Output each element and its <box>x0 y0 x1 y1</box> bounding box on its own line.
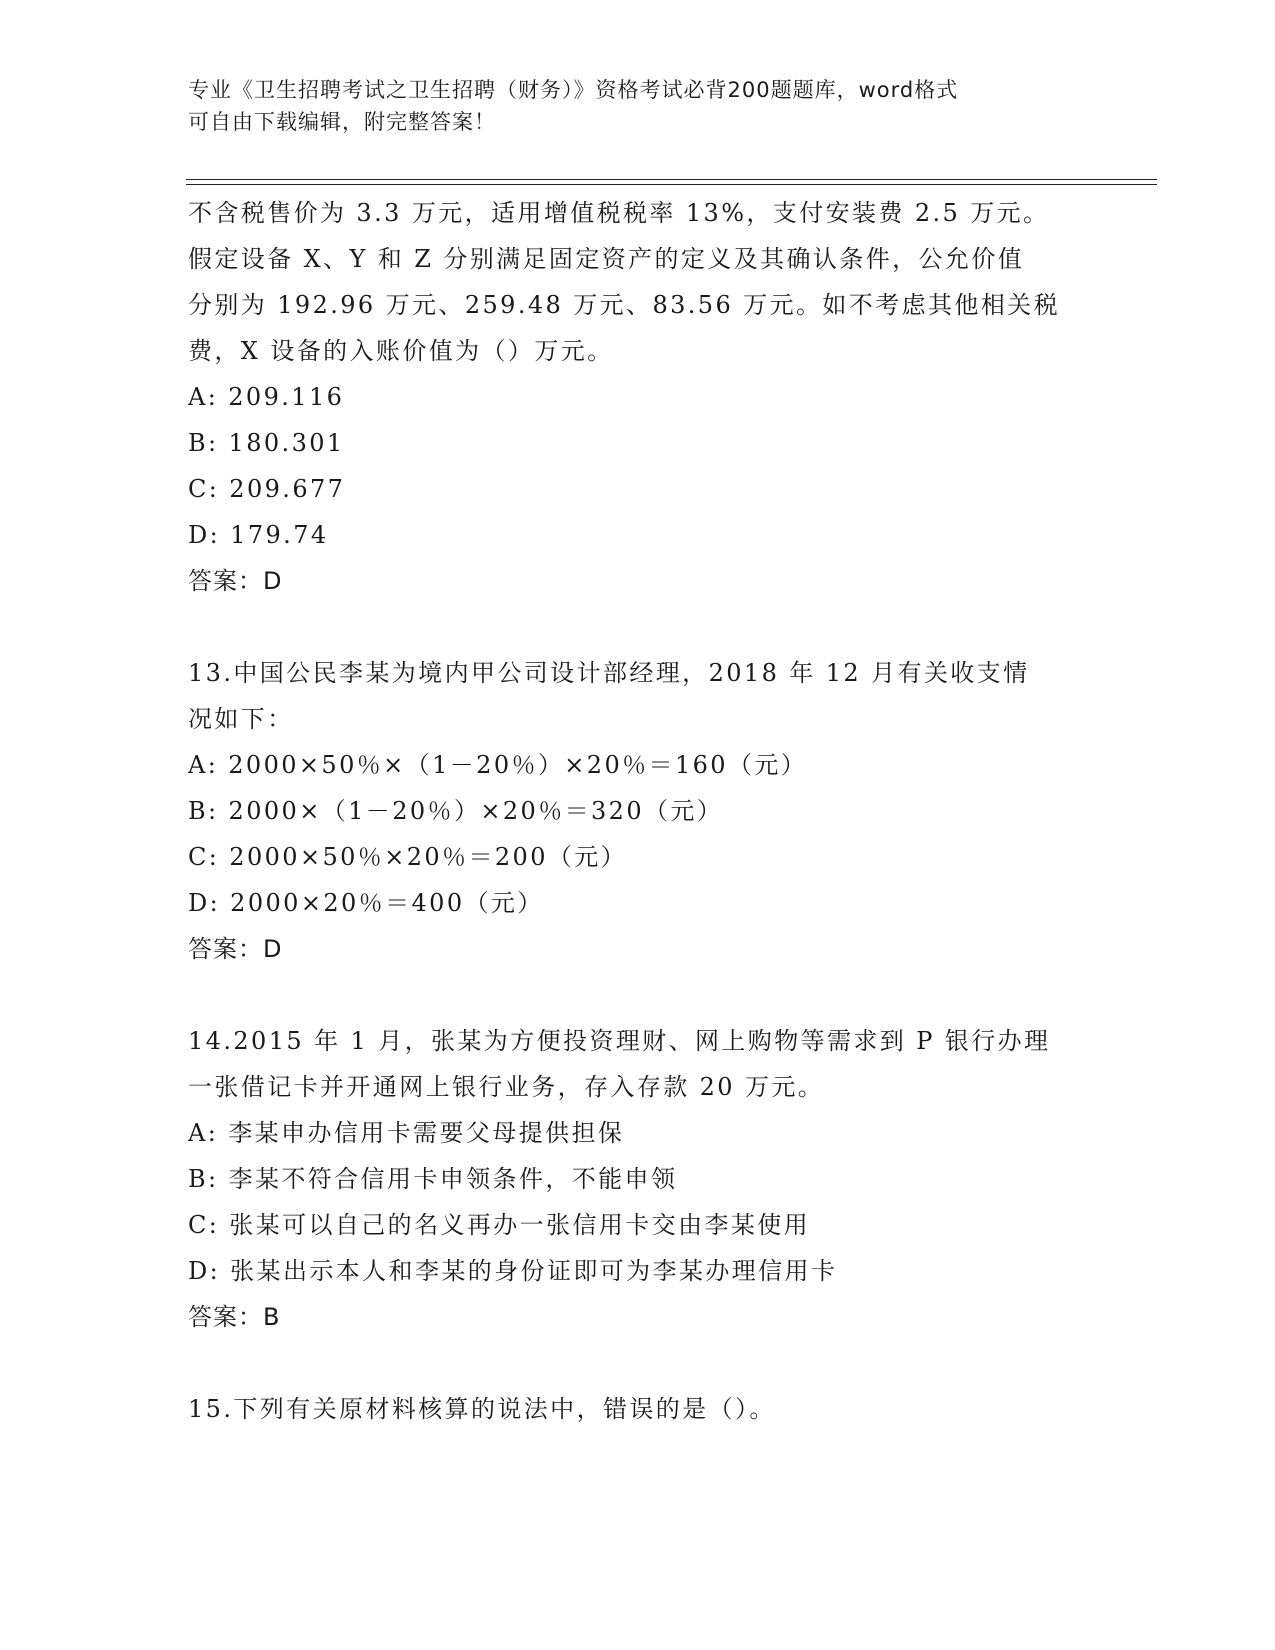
document-body <box>188 190 1088 1432</box>
spacer <box>188 972 1088 1018</box>
header-divider-top <box>186 179 1157 180</box>
question-stem-line: 假定设备 X、Y 和 Z 分别满足固定资产的定义及其确认条件，公允价值 <box>188 245 1025 273</box>
answer-label: 答案：D <box>188 567 283 595</box>
question-stem-line: 费，X 设备的入账价值为（）万元。 <box>188 337 614 365</box>
answer-label: 答案：D <box>188 935 283 963</box>
option-b: B: 2000×（1－20％）×20％＝320（元） <box>188 797 724 825</box>
option-a: A: 李某申办信用卡需要父母提供担保 <box>188 1119 625 1147</box>
option-b: B: 180.301 <box>188 429 345 457</box>
answer-label: 答案：B <box>188 1303 281 1331</box>
document-header <box>188 74 1088 138</box>
question-stem-line: 分别为 192.96 万元、259.48 万元、83.56 万元。如不考虑其他相关税 <box>188 291 1060 319</box>
option-c: C: 209.677 <box>188 475 346 503</box>
option-b: B: 李某不符合信用卡申领条件，不能申领 <box>188 1165 678 1193</box>
question-12 <box>188 190 1088 604</box>
header-divider-bottom <box>186 184 1157 185</box>
option-c: C: 张某可以自己的名义再办一张信用卡交由李某使用 <box>188 1211 811 1239</box>
option-a: A: 2000×50％×（1－20％）×20％＝160（元） <box>188 751 808 779</box>
option-d: D: 179.74 <box>188 521 329 549</box>
question-stem-line: 一张借记卡并开通网上银行业务，存入存款 20 万元。 <box>188 1073 825 1101</box>
spacer <box>188 604 1088 650</box>
option-d: D: 张某出示本人和李某的身份证即可为李某办理信用卡 <box>188 1257 838 1285</box>
question-stem-line: 不含税售价为 3.3 万元，适用增值税税率 13%，支付安装费 2.5 万元。 <box>188 199 1050 227</box>
question-stem-line: 14.2015 年 1 月，张某为方便投资理财、网上购物等需求到 P 银行办理 <box>188 1027 1051 1055</box>
question-stem-line: 15.下列有关原材料核算的说法中，错误的是（）。 <box>188 1395 776 1423</box>
option-c: C: 2000×50％×20％＝200（元） <box>188 843 628 871</box>
question-stem-line: 况如下： <box>188 705 294 733</box>
question-stem-line: 13.中国公民李某为境内甲公司设计部经理，2018 年 12 月有关收支情 <box>188 659 1030 687</box>
question-15 <box>188 1386 1088 1432</box>
option-d: D: 2000×20％＝400（元） <box>188 889 544 917</box>
spacer <box>188 1340 1088 1386</box>
header-line-2: 可自由下载编辑，附完整答案！ <box>188 110 496 134</box>
question-14 <box>188 1018 1088 1340</box>
question-13 <box>188 650 1088 972</box>
header-line-1: 专业《卫生招聘考试之卫生招聘（财务）》资格考试必背200题题库，word格式 <box>188 78 959 102</box>
option-a: A: 209.116 <box>188 383 345 411</box>
